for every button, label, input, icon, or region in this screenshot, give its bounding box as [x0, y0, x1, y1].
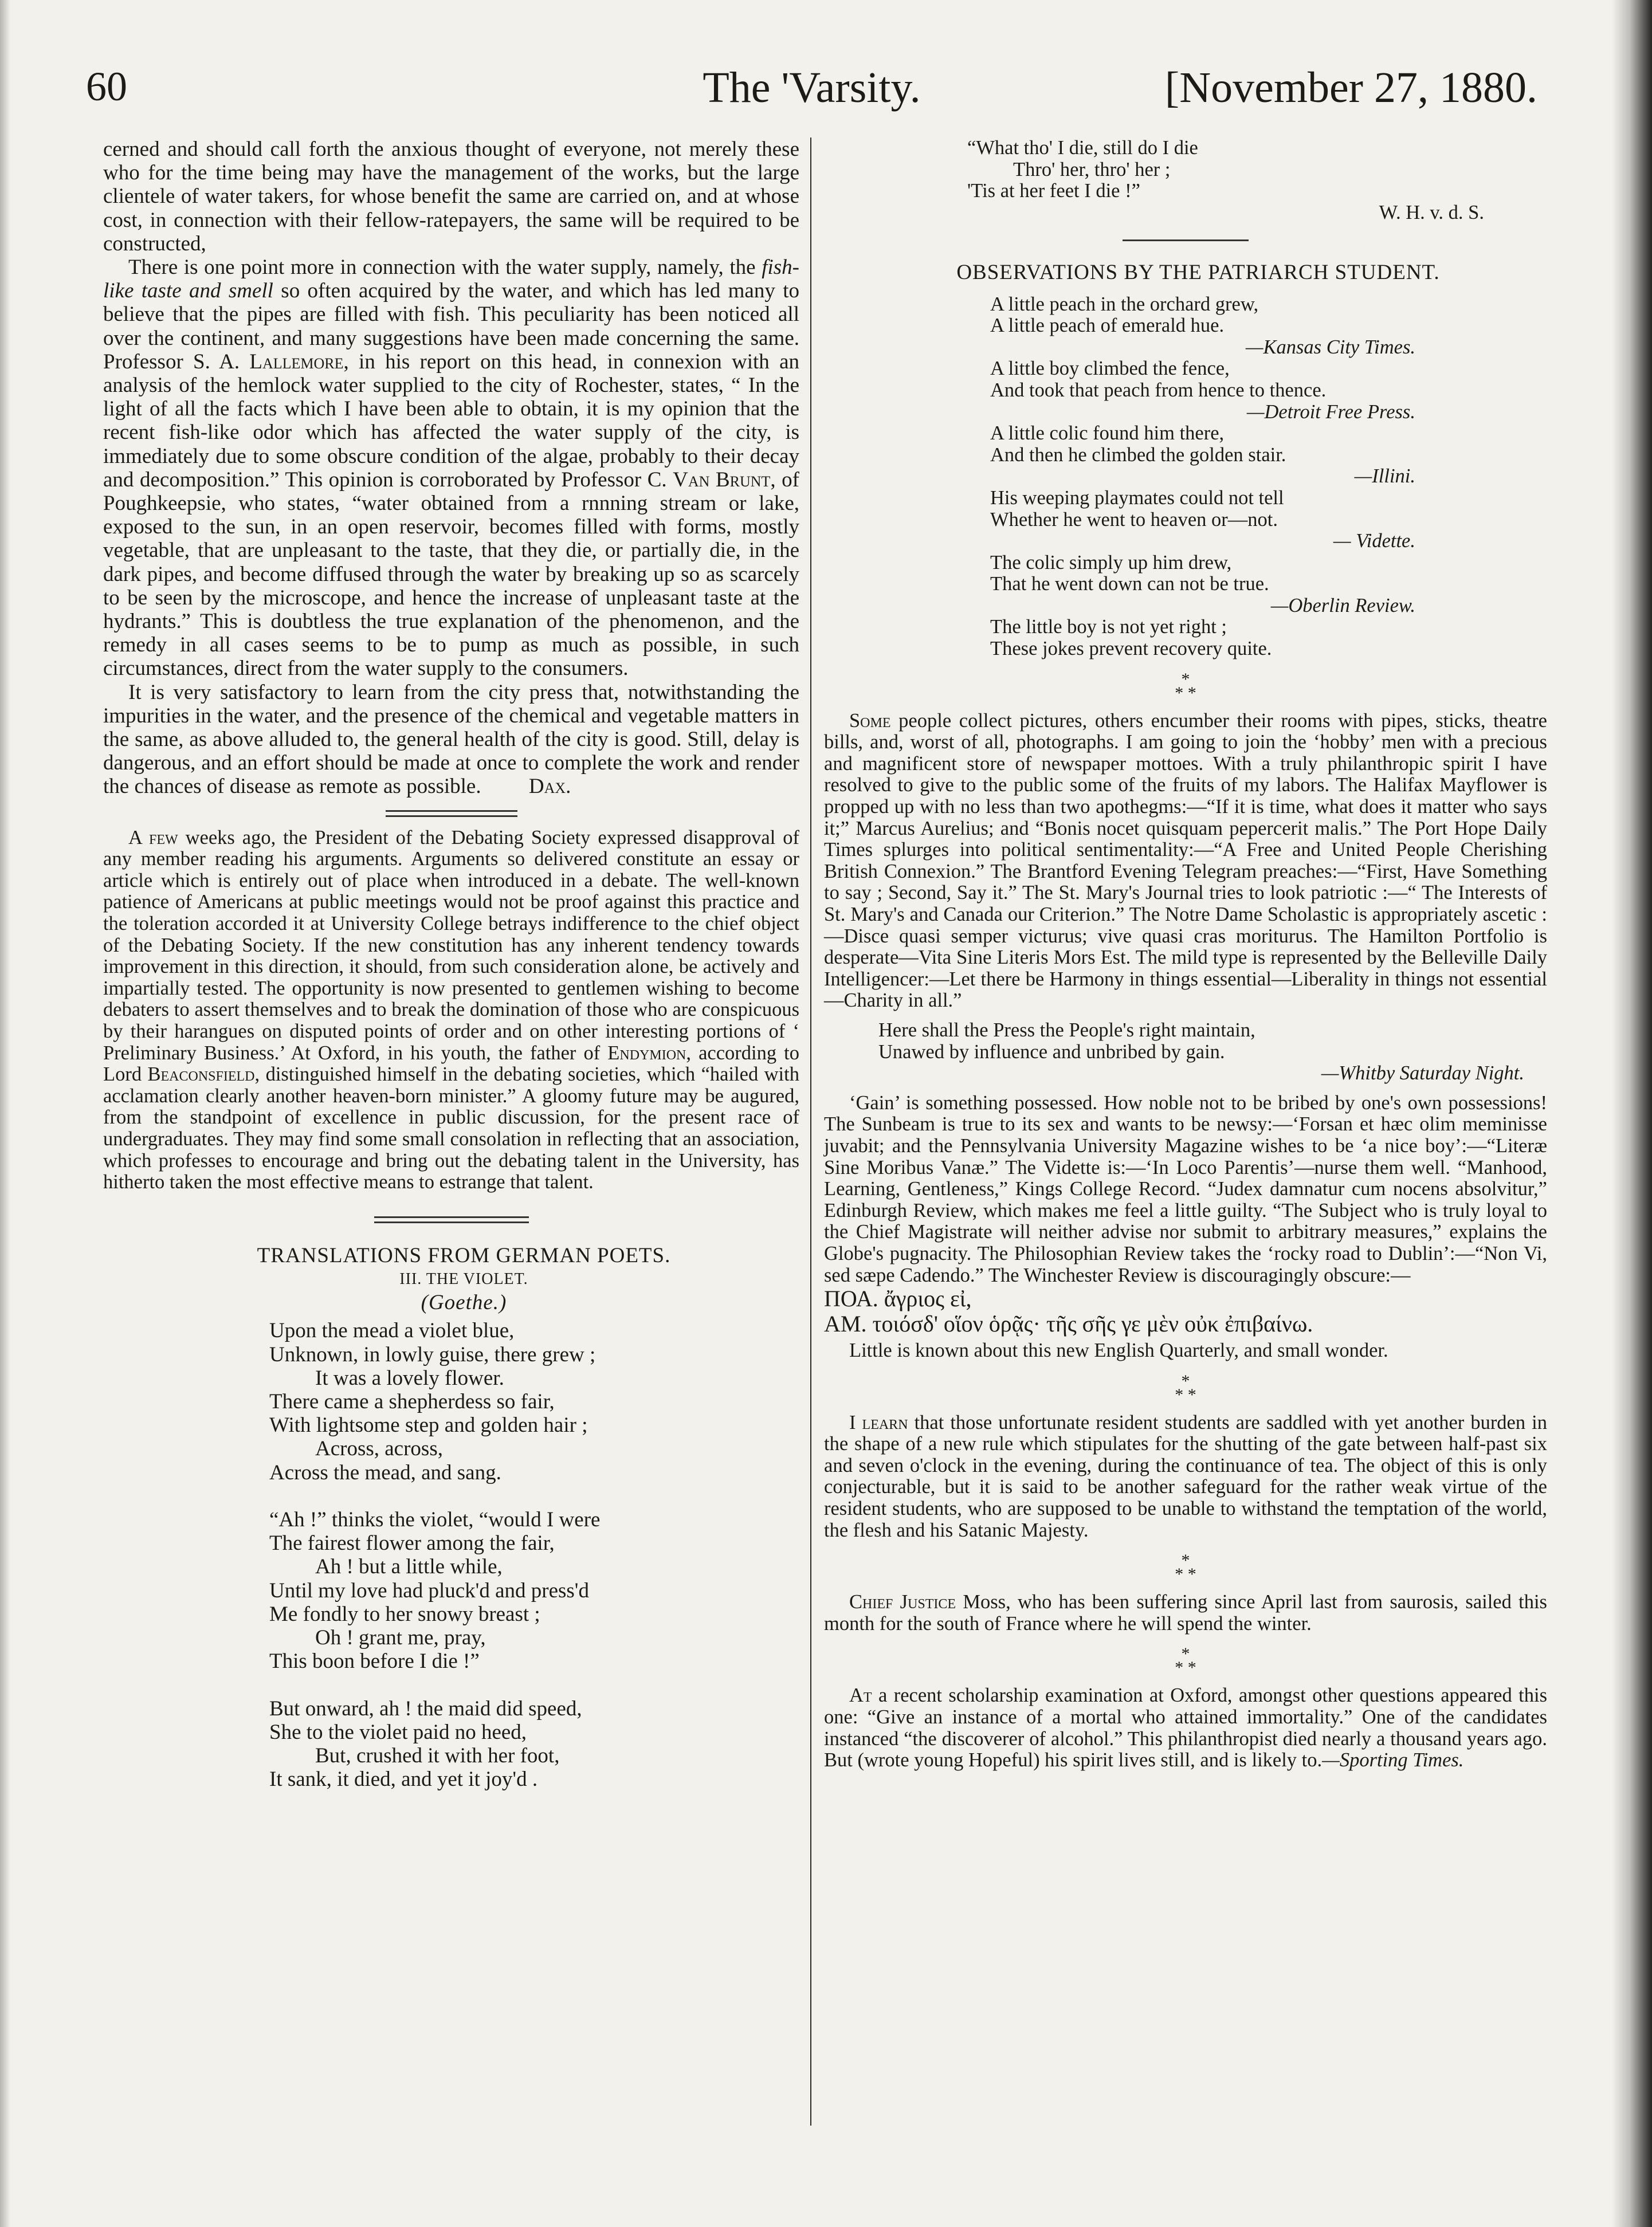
poem-line: A little peach of emerald hue. — [990, 315, 1225, 337]
poem-line: But onward, ah ! the maid did speed, — [269, 1696, 582, 1721]
poem-line: It sank, it died, and yet it joy'd . — [269, 1768, 538, 1792]
poem-line: With lightsome step and golden hair ; — [269, 1413, 588, 1437]
greek-line-2: ΑΜ. τοιόσδ' οἵον ὁρᾷς· τῆς σῆς γε μὲν οὐκ ἐπιβαίνω. — [824, 1311, 1313, 1337]
section-asterism: * * * — [1175, 1644, 1196, 1678]
observations-poem — [824, 294, 1547, 660]
poem-line: There came a shepherdess so fair, — [269, 1390, 555, 1413]
poem-line: The colic simply up him drew, — [990, 551, 1232, 574]
poem-line: “What tho' I die, still do I die — [967, 137, 1198, 159]
water-paragraph-2: There is one point more in connection with the water supply, namely, the fish-like taste and smell so often acquired by the water, and which has led many to believe that the pipes are filled with fish. This peculiarity has been noticed all over the continent, and many suggestions have been made concerning the same. Professor S. A. Lallemore, in his report on this head, in connexion with an analysis of the hemlock water supplied to the city of Rochester, states, “ In the light of all the facts which I have been able to obtain, it is my opinion that the recent fish-like odor which has affected the water supply of the city, is immediately due to some obscure condition of the algae, probably to their decay and decomposition.” This opinion is corroborated by Professor C. Van Brunt, of Poughkeepsie, who states, “water obtained from a rnnning stream or lake, exposed to the sun, in an open reservoir, becomes filled with forms, mostly vegetable, that are unpleasant to the taste, that they die, or partially die, in the dark pipes, and become diffused through the water by breaking up so as scarcely to be seen by the microscope, and hence the increase of unpleasant taste at the hydrants.” This is doubtless the true explanation of the phenomenon, and the remedy in all cases seems to be to pump as much as possible, in such circumstances, direct from the water supply to the consumers. — [103, 256, 799, 681]
poem-line: Until my love had pluck'd and press'd — [269, 1578, 589, 1603]
poem-line: These jokes prevent recovery quite. — [990, 638, 1272, 660]
poem-line — [269, 1484, 799, 1508]
poem-line: —Detroit Free Press. — [1246, 400, 1415, 423]
author-signature: Dax. — [528, 775, 571, 799]
poem-line: That he went down can not be true. — [990, 573, 1269, 595]
greek-line-1: ΠΟΑ. ἄγριος εἰ, — [824, 1286, 972, 1312]
poem-line: A little boy climbed the fence, — [990, 358, 1230, 380]
section-divider — [386, 810, 517, 817]
section-asterism: * * * — [1175, 1371, 1196, 1404]
section-divider — [374, 1216, 529, 1223]
poem-line: Upon the mead a violet blue, — [269, 1319, 515, 1343]
poem-line: His weeping playmates could not tell — [990, 486, 1284, 509]
page-shadow-left — [0, 0, 10, 2227]
right-column — [824, 138, 1547, 1772]
debating-article: A few weeks ago, the President of the Debating Society expressed disapproval of any member reading his arguments. Arguments so delivered constitute an essay or article which is entirely out of place when introduced in a debate. The well-known patience of Americans at public meetings would not be proof against this practice and the toleration accorded it at University College betrays indifference to the chief object of the Debating Society. If the new constitution has any inherent tendency towards improvement in this direction, it should, from such consideration alone, be actively and impartially tested. The opportunity is now presented to gentlemen wishing to become debaters to assert themselves and to break the domination of those who are conspicuous by their harangues on disputed points of order and on other interesting portions of ‘ Preliminary Business.’ At Oxford, in his youth, the father of Endymion, according to Lord Beaconsfield, distinguished himself in the debating societies, which “hailed with acclamation clearly another heaven-born minister.” A gloomy future may be augured, from the standpoint of excellence in public discussion, for the present race of undergraduates. They may find some small consolation in reflecting that an association, which professes to encourage and bring out the debating talent in the University, has hitherto taken the most effective means to estrange that talent. — [103, 826, 799, 1193]
poem-line: Ah ! but a little while, — [315, 1555, 503, 1579]
poem-line: It was a lovely flower. — [315, 1366, 504, 1390]
issue-date: [November 27, 1880. — [1164, 64, 1537, 112]
translations-heading: TRANSLATIONS FROM GERMAN POETS. — [257, 1243, 671, 1267]
section-asterism: * * * — [1175, 669, 1196, 702]
water-paragraph-3: It is very satisfactory to learn from the city press that, notwithstanding the impurities in the water, and the presence of the chemical and vegetable matters in the same, as above alluded to, the general health of the city is good. Still, delay is dangerous, and an effort should be made at once to complete the work and render the chances of disease as remote as possible. Dax. — [103, 680, 799, 799]
quarterly-remark: Little is known about this new English Quarterly, and small wonder. — [849, 1340, 1388, 1362]
mottoes-article: Some people collect pictures, others encumber their rooms with pipes, sticks, theatre bills, and, worst of all, photographs. I am going to join the ‘hobby’ men with a precious and magnificent store of newspaper mottoes. With a truly philanthropic spirit I have resolved to give to the public some of the fruits of my labors. The Halifax Mayflower is propped up with no less than two apothegms:—“If it is time, what does it matter who says it;” Marcus Aurelius; and “Bonis nocet quisquam pepercerit malis.” The Port Hope Daily Times splurges into political sentimentality:—“A Free and United People Cherishing British Connexion.” The Brantford Evening Telegram preaches:—“First, Have Something to say ; Second, Say it.” The St. Mary's Journal tries to look patriotic :—“ The Interests of St. Mary's and Canada our Criterion.” The Notre Dame Scholastic is appropriately ascetic :—Disce quasi semper victurus; vive quasi cras moriturus. The Hamilton Portfolio is desperate—Vita Sine Literis Mors Est. The mild type is represented by the Belleville Daily Intelligencer:—Let there be Harmony in things essential—Liberality in things not essential—Charity in all.” — [824, 709, 1547, 1012]
poem-line: Whether he went to heaven or—not. — [990, 508, 1278, 531]
page-shadow-right — [1612, 0, 1652, 2227]
poem-line: A little peach in the orchard grew, — [990, 293, 1259, 315]
scholarship-article: At a recent scholarship examination at Oxford, amongst other questions appeared this one: “Give an instance of a mortal who attained immortality.” One of the candidates instanced “the discoverer of alcohol.” This philanthropist died nearly a thousand years ago. But (wrote young Hopeful) his spirit lives still, and is likely to.—Sporting Times. — [824, 1684, 1547, 1772]
poem-line: Unawed by influence and unbribed by gain. — [878, 1040, 1225, 1063]
poem-line: Across the mead, and sang. — [269, 1460, 501, 1484]
water-paragraph-1: cerned and should call forth the anxious thought of everyone, not merely these who for the time being may have the management of the works, but the large clientele of water takers, for whose benefit the same are carried on, and at whose cost, in connection with their fellow-ratepayers, the same will be required to be constructed, — [103, 138, 799, 256]
poem-line: 'Tis at her feet I die !” — [967, 180, 1140, 202]
violet-poem — [103, 1319, 799, 1791]
source-attribution: —Sporting Times. — [1322, 1749, 1464, 1772]
resident-students-article: I learn that those unfortunate resident students are saddled with yet another burden in the shape of a new rule which stipulates for the shutting of the gate between half-past six and seven o'clock in the evening, during the continuance of tea. The object of this is only conjecturable, but it is said to be another safeguard for the rather weak virtue of the resident students, who are supposed to be unable to withstand the temptation of the world, the flesh and his Satanic Majesty. — [824, 1411, 1547, 1541]
poem-line: A little colic found him there, — [990, 422, 1225, 445]
page-number: 60 — [86, 64, 127, 109]
poem-line: —Oberlin Review. — [1270, 594, 1415, 616]
press-verse — [824, 1020, 1547, 1085]
poem-author: (Goethe.) — [421, 1291, 507, 1315]
poem-line: The fairest flower among the fair, — [269, 1531, 555, 1556]
poem-line: —Illini. — [1354, 465, 1415, 488]
poem-line: Across, across, — [315, 1437, 443, 1461]
chief-justice-article: Chief Justice Moss, who has been suffering since April last from saurosis, sailed this month for the south of France where he will spend the winter. — [824, 1591, 1547, 1635]
poem-line: —Kansas City Times. — [1245, 336, 1415, 358]
closing-verse — [824, 138, 1547, 202]
poem-line: “Ah !” thinks the violet, “would I were — [269, 1508, 601, 1532]
poem-number-title: III. THE VIOLET. — [399, 1270, 528, 1288]
poem-line: Thro' her, thro' her ; — [1013, 158, 1171, 180]
gain-article: ‘Gain’ is something possessed. How noble not to be bribed by one's own possessions! The Sunbeam is true to its sex and wants to be newsy:—‘Forsan et hæc olim meminisse juvabit; and the Pennsylvania University Magazine wishes to be ‘a nice boy’:—“Literæ Sine Moribus Vanæ.” The Vidette is:—‘In Loco Parentis’—nurse them well. “Manhood, Learning, Gentleness,” Kings College Record. “Judex damnatur cum nocens absolvitur,” Edinburgh Review, which makes me feel a little guilty. “The Subject who is truly loyal to the Chief Magistrate will neither advise nor submit to arbitrary measures,” explains the Globe's pugnacity. The Philosophian Review takes the ‘rocky road to Dublin’:—“Non Vi, sed sæpe Cadendo.” The Winchester Review is discouragingly obscure:— — [824, 1091, 1547, 1286]
poem-line: And took that peach from hence to thence. — [990, 379, 1327, 401]
section-asterism: * * * — [1175, 1551, 1196, 1584]
observations-heading: OBSERVATIONS BY THE PATRIARCH STUDENT. — [956, 261, 1440, 285]
masthead-title: The 'Varsity. — [703, 64, 921, 112]
left-column — [103, 138, 799, 1791]
poem-line: The little boy is not yet right ; — [990, 616, 1227, 638]
poem-line — [269, 1673, 799, 1696]
column-divider — [810, 138, 811, 2126]
poem-line: This boon before I die !” — [269, 1649, 480, 1674]
poem-line: But, crushed it with her foot, — [315, 1744, 560, 1768]
page-header — [86, 57, 1537, 120]
poem-line: She to the violet paid no heed, — [269, 1720, 527, 1744]
poem-line: Oh ! grant me, pray, — [315, 1626, 486, 1650]
verse-signature: W. H. v. d. S. — [1379, 201, 1484, 223]
poem-line: —Whitby Saturday Night. — [1321, 1062, 1524, 1085]
poem-line: And then he climbed the golden stair. — [990, 443, 1286, 466]
section-divider — [1123, 239, 1249, 241]
poem-line: Unknown, in lowly guise, there grew ; — [269, 1342, 596, 1366]
poem-line: Here shall the Press the People's right maintain, — [878, 1019, 1255, 1041]
poem-line: — Vidette. — [1333, 530, 1415, 552]
poem-line: Me fondly to her snowy breast ; — [269, 1602, 540, 1626]
